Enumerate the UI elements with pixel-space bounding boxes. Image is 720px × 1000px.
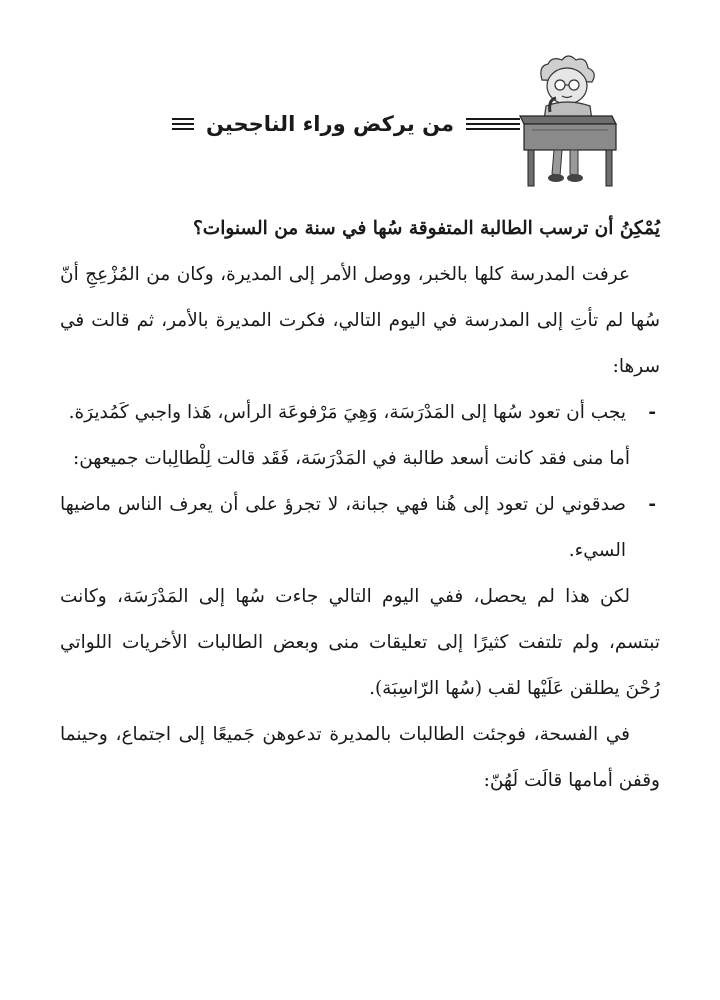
story-text xyxy=(60,206,660,804)
dialogue-text-2: صدقوني لن تعود إلى هُنا فهي جبانة، لا تجرؤ على أن يعرف الناس ماضيها السيء. xyxy=(60,494,626,561)
chapter-header xyxy=(0,0,720,200)
paragraph-3: لكن هذا لم يحصل، ففي اليوم التالي جاءت سُها إلى المَدْرَسَة، وكانت تبتسم، ولم تلتفت كثيرًا إلى تعليقات منى وبعض الطالبات الأخريات اللواتي رُحْنَ يطلقن عَلَيْها لقب (سُها الرّاسِبَة). xyxy=(60,586,660,699)
dialogue-line-1 xyxy=(60,390,660,436)
title-rule-left xyxy=(172,118,194,130)
opening-question: يُمْكِنُ أن ترسب الطالبة المتفوقة سُها في سنة من السنوات؟ xyxy=(192,218,660,239)
paragraph-2: أما منى فقد كانت أسعد طالبة في المَدْرَسَة، فَقَد قالت لِلْطالِبات جميعهن: xyxy=(72,448,630,469)
dialogue-dash: - xyxy=(648,402,656,423)
chapter-title: من يركض وراء الناجحين xyxy=(205,112,454,136)
dialogue-dash: - xyxy=(648,494,656,515)
chapter-title-row xyxy=(60,104,520,144)
dialogue-text-1: يجب أن تعود سُها إلى المَدْرَسَة، وَهِيَ مَرْفوعَة الرأس، هَذا واجبي كَمُديرَة. xyxy=(68,402,626,423)
student-at-desk-illustration xyxy=(512,50,624,190)
dialogue-line-2 xyxy=(60,482,660,574)
paragraph-4: في الفسحة، فوجئت الطالبات بالمديرة تدعوهن جَميعًا إلى اجتماع، وحينما وقفن أمامها قالَت لَهُنّ: xyxy=(60,724,660,791)
paragraph-1: عرفت المدرسة كلها بالخبر، ووصل الأمر إلى المديرة، وكان من المُزْعِجِ أنّ سُها لم تأتِ إلى المدرسة في اليوم التالي، فكرت المديرة بالأمر، ثم قالت في سرها: xyxy=(60,264,660,377)
